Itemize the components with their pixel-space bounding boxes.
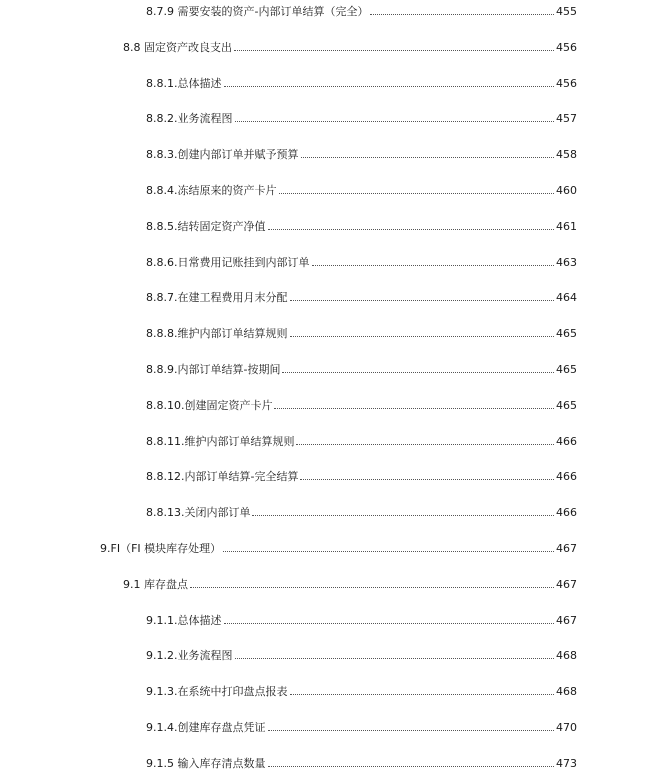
dot-leader bbox=[370, 14, 554, 15]
dot-leader bbox=[190, 587, 554, 588]
dot-leader bbox=[223, 551, 554, 552]
toc-entry-title: 9.1.3.在系统中打印盘点报表 bbox=[146, 685, 288, 699]
dot-leader bbox=[224, 623, 555, 624]
dot-leader bbox=[268, 730, 555, 731]
toc-entry-title: 8.8.4.冻结原来的资产卡片 bbox=[146, 184, 277, 197]
dot-leader bbox=[224, 86, 555, 87]
toc-entry-page-number: 466 bbox=[556, 434, 577, 448]
toc-entry[interactable] bbox=[146, 614, 577, 628]
toc-entry-title: 8.8.3.创建内部订单并赋予预算 bbox=[146, 148, 299, 162]
toc-entry-page-number: 465 bbox=[556, 398, 577, 412]
toc-entry[interactable] bbox=[100, 542, 577, 556]
dot-leader bbox=[268, 766, 555, 767]
dot-leader bbox=[312, 265, 555, 266]
toc-entry[interactable] bbox=[146, 220, 577, 234]
toc-entry-title: 8.8.5.结转固定资产净值 bbox=[146, 219, 266, 233]
toc-entry[interactable] bbox=[146, 721, 577, 735]
toc-entry[interactable] bbox=[146, 470, 577, 484]
dot-leader bbox=[296, 444, 554, 445]
dot-leader bbox=[234, 50, 554, 51]
toc-entry[interactable] bbox=[146, 5, 577, 19]
toc-entry-title: 9.1.1.总体描述 bbox=[146, 613, 222, 627]
toc-entry-page-number: 456 bbox=[556, 40, 577, 54]
toc-entry-page-number: 463 bbox=[556, 255, 577, 269]
toc-entry-page-number: 467 bbox=[556, 542, 577, 555]
toc-entry[interactable] bbox=[146, 77, 577, 91]
toc-entry-title: 8.8.1.总体描述 bbox=[146, 76, 222, 90]
toc-entry[interactable] bbox=[146, 363, 577, 377]
toc-entry[interactable] bbox=[146, 148, 577, 162]
toc-entry-page-number: 468 bbox=[556, 649, 577, 663]
toc-entry-page-number: 467 bbox=[556, 577, 577, 591]
toc-entry-title: 8.8.8.维护内部订单结算规则 bbox=[146, 327, 288, 341]
toc-entry-page-number: 468 bbox=[556, 685, 577, 699]
toc-entry[interactable] bbox=[146, 685, 577, 699]
toc-entry-title: 8.8 固定资产改良支出 bbox=[123, 40, 232, 54]
toc-entry-title: 9.1.4.创建库存盘点凭证 bbox=[146, 721, 266, 734]
dot-leader bbox=[252, 515, 554, 516]
toc-entry-page-number: 460 bbox=[556, 184, 577, 197]
toc-entry-page-number: 465 bbox=[556, 363, 577, 376]
dot-leader bbox=[235, 658, 555, 659]
toc-entry[interactable] bbox=[146, 327, 577, 341]
toc-entry-title: 8.8.9.内部订单结算-按期间 bbox=[146, 363, 281, 376]
dot-leader bbox=[290, 694, 555, 695]
toc-entry-title: 8.8.11.维护内部订单结算规则 bbox=[146, 434, 295, 448]
toc-entry[interactable] bbox=[146, 256, 577, 270]
dot-leader bbox=[290, 336, 555, 337]
toc-entry[interactable] bbox=[146, 506, 577, 520]
toc-entry-page-number: 464 bbox=[556, 291, 577, 305]
toc-entry-title: 8.8.2.业务流程图 bbox=[146, 112, 233, 126]
toc-entry-page-number: 456 bbox=[556, 76, 577, 90]
toc-entry-title: 8.8.6.日常费用记账挂到内部订单 bbox=[146, 255, 310, 269]
toc-entry-page-number: 455 bbox=[556, 5, 577, 18]
toc-entry[interactable] bbox=[146, 112, 577, 126]
toc-entry-title: 9.FI（FI 模块库存处理） bbox=[100, 542, 222, 555]
toc-entry-title: 8.8.12.内部订单结算-完全结算 bbox=[146, 470, 299, 484]
toc-entry-page-number: 465 bbox=[556, 327, 577, 341]
toc-entry-page-number: 466 bbox=[556, 506, 577, 520]
toc-entry-page-number: 467 bbox=[556, 613, 577, 627]
toc-entry-title: 8.8.13.关闭内部订单 bbox=[146, 506, 251, 520]
dot-leader bbox=[290, 300, 555, 301]
dot-leader bbox=[235, 121, 555, 122]
toc-entry[interactable] bbox=[146, 184, 577, 198]
dot-leader bbox=[268, 229, 555, 230]
dot-leader bbox=[300, 479, 554, 480]
toc-entry-page-number: 458 bbox=[556, 148, 577, 162]
toc-entry[interactable] bbox=[123, 578, 577, 592]
toc-entry-title: 9.1.2.业务流程图 bbox=[146, 649, 233, 663]
dot-leader bbox=[279, 193, 555, 194]
toc-entry-page-number: 466 bbox=[556, 470, 577, 484]
toc-entry[interactable] bbox=[146, 291, 577, 305]
dot-leader bbox=[274, 408, 554, 409]
toc-entry-title: 8.7.9 需要安装的资产-内部订单结算（完全） bbox=[146, 5, 369, 18]
toc-entry[interactable] bbox=[146, 757, 577, 771]
toc-entry[interactable] bbox=[146, 435, 577, 449]
toc-entry-title: 9.1.5 输入库存清点数量 bbox=[146, 756, 266, 770]
toc-entry-page-number: 470 bbox=[556, 721, 577, 734]
dot-leader bbox=[301, 157, 555, 158]
toc-entry-title: 8.8.7.在建工程费用月末分配 bbox=[146, 291, 288, 305]
dot-leader bbox=[282, 372, 554, 373]
toc-entry-page-number: 473 bbox=[556, 756, 577, 770]
toc-entry-title: 9.1 库存盘点 bbox=[123, 577, 188, 591]
toc-entry-page-number: 457 bbox=[556, 112, 577, 126]
toc-entry-page-number: 461 bbox=[556, 219, 577, 233]
toc-entry-title: 8.8.10.创建固定资产卡片 bbox=[146, 398, 273, 412]
toc-entry[interactable] bbox=[123, 41, 577, 55]
toc-entry[interactable] bbox=[146, 649, 577, 663]
toc-entry[interactable] bbox=[146, 399, 577, 413]
